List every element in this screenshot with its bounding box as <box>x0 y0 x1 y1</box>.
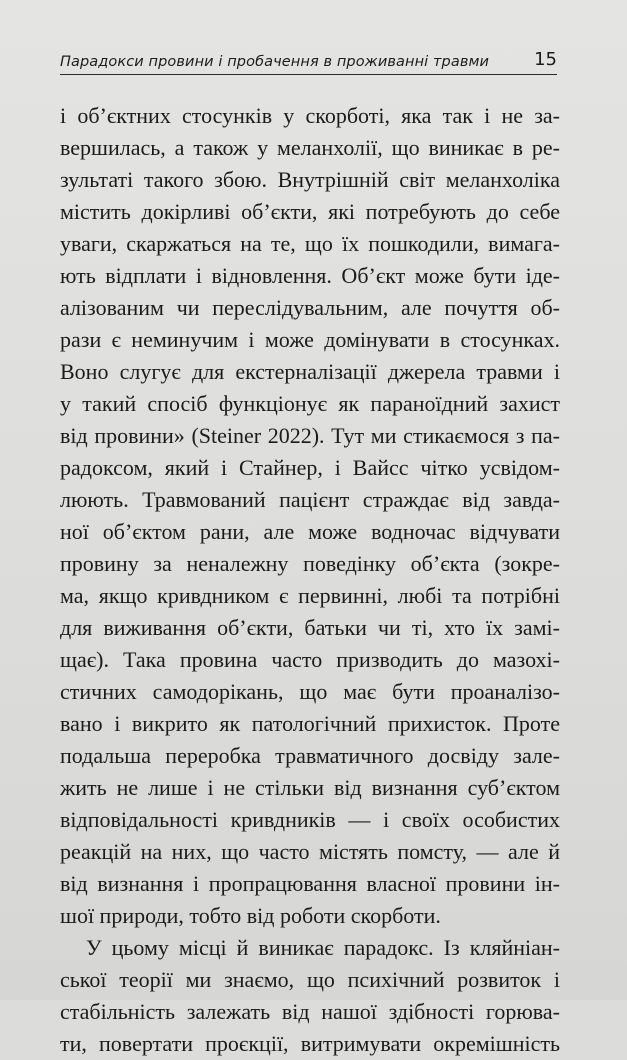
text-line: реакцій на них, що часто містять помсту, — але й <box>60 839 560 864</box>
text-line: містить докірливі об’єкти, які потребують до себе <box>60 199 560 224</box>
running-header <box>60 45 557 75</box>
text-line: у такий спосіб функціонує як параноїдний захист <box>60 391 560 416</box>
page-number: 15 <box>534 49 557 70</box>
text-line: від провини» (Steiner 2022). Тут ми стикаємося з па- <box>60 423 560 448</box>
text-line: ної об’єктом рани, але може водночас відчувати <box>60 519 560 544</box>
text-line: люють. Травмований пацієнт страждає від завда- <box>60 487 560 512</box>
text-line: подальша переробка травматичного досвіду зале- <box>60 743 560 768</box>
text-line: ти, повертати проєкції, витримувати окремішність <box>60 1031 560 1056</box>
text-line: від визнання і пропрацювання власної провини ін- <box>60 871 560 896</box>
paragraph <box>60 932 560 1060</box>
text-line: щає). Така провина часто призводить до мазохі- <box>60 647 560 672</box>
text-line: шої природи, тобто від роботи скорботи. <box>60 903 441 928</box>
text-line: уваги, скаржаться на те, що їх пошкодили, вимага- <box>60 231 560 256</box>
text-line: радоксом, який і Стайнер, і Вайсс чітко усвідом- <box>60 455 560 480</box>
text-line: для виживання об’єкти, батьки чи ті, хто їх замі- <box>60 615 560 640</box>
paragraph <box>60 100 560 932</box>
running-title: Парадокси провини і пробачення в проживанні травми <box>60 54 490 70</box>
text-line: ють відплати і відновлення. Об’єкт може бути іде- <box>60 263 560 288</box>
body-text <box>60 100 560 1060</box>
text-line: Воно слугує для екстерналізації джерела травми і <box>60 359 560 384</box>
text-line: стабільність залежать від нашої здібності горюва- <box>60 999 560 1024</box>
text-line: ської теорії ми знаємо, що психічний розвиток і <box>60 967 560 992</box>
text-line: відповідальності кривдників — і своїх особистих <box>60 807 560 832</box>
text-line: ма, якщо кривдником є первинні, любі та потрібні <box>60 583 560 608</box>
text-line: і об’єктних стосунків у скорботі, яка так і не за- <box>60 103 560 128</box>
text-line: вершилась, а також у меланхолії, що виникає в ре- <box>60 135 560 160</box>
text-line: рази є неминучим і може домінувати в стосунках. <box>60 327 560 352</box>
text-line: жить не лише і не стільки від визнання суб’єктом <box>60 775 560 800</box>
text-line: стичних самодорікань, що має бути проаналізо- <box>60 679 560 704</box>
text-line: вано і викрито як патологічний прихисток. Проте <box>60 711 560 736</box>
text-line: У цьому місці й виникає парадокс. Із кляйніан- <box>86 935 560 960</box>
text-line: провину за неналежну поведінку об’єкта (зокре- <box>60 551 560 576</box>
text-line: алізованим чи переслідувальним, але почуття об- <box>60 295 560 320</box>
text-line: зультаті такого збою. Внутрішній світ меланхоліка <box>60 167 560 192</box>
